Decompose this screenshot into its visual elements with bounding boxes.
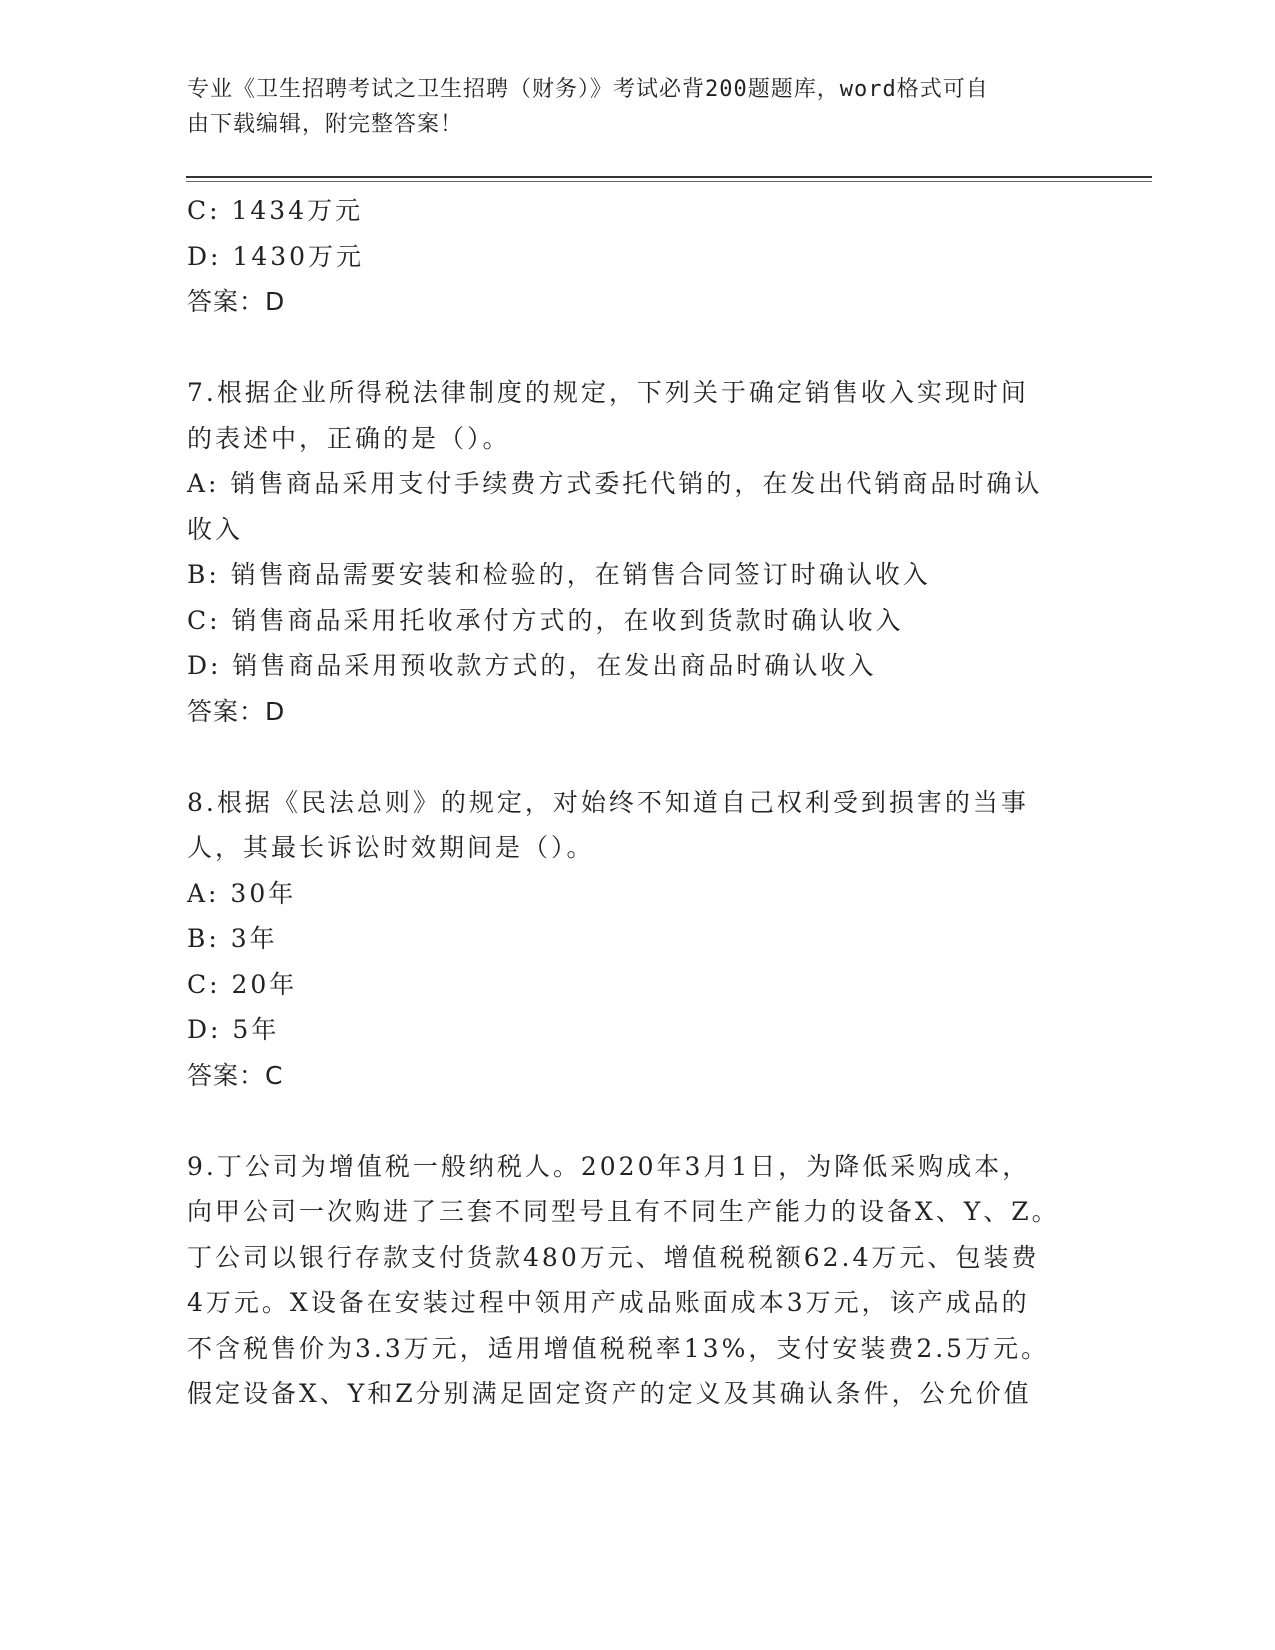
q9-line-4: 4万元。X设备在安装过程中领用产成品账面成本3万元，该产成品的	[187, 1288, 1030, 1317]
q7-option-a-line-2: 收入	[187, 514, 244, 544]
q8-option-a: A: 30年	[187, 878, 297, 908]
q7-stem-line-1: 7.根据企业所得税法律制度的规定，下列关于确定销售收入实现时间	[187, 378, 1029, 407]
question-6-tail	[187, 188, 1077, 325]
q7-option-a-line-1: A: 销售商品采用支付手续费方式委托代销的，在发出代销商品时确认	[187, 469, 1043, 498]
header-divider-thin	[186, 181, 1152, 182]
question-8	[187, 780, 1077, 1099]
header-divider	[186, 176, 1152, 178]
q9-line-3: 丁公司以银行存款支付货款480万元、增值税税额62.4万元、包装费	[187, 1242, 1040, 1272]
q7-option-c: C: 销售商品采用托收承付方式的，在收到货款时确认收入	[187, 605, 904, 635]
document-header	[187, 72, 1067, 142]
question-9	[187, 1144, 1077, 1417]
spacer	[187, 734, 1077, 780]
q7-stem-line-2: 的表述中，正确的是（）。	[187, 423, 511, 453]
header-line-1: 专业《卫生招聘考试之卫生招聘（财务）》考试必背200题题库，word格式可自	[187, 77, 989, 102]
q8-stem-line-2: 人，其最长诉讼时效期间是（）。	[187, 833, 595, 862]
q7-answer: 答案：D	[187, 696, 286, 726]
q6-option-c: C: 1434万元	[187, 196, 364, 225]
spacer	[187, 1098, 1077, 1144]
q9-line-6: 假定设备X、Y和Z分别满足固定资产的定义及其确认条件，公允价值	[187, 1379, 1032, 1408]
q9-line-1: 9.丁公司为增值税一般纳税人。2020年3月1日，为降低采购成本，	[187, 1151, 1031, 1181]
q6-option-d: D: 1430万元	[187, 241, 365, 271]
q9-line-5: 不含税售价为3.3万元，适用增值税税率13%，支付安装费2.5万元。	[187, 1333, 1050, 1363]
q8-option-c: C: 20年	[187, 969, 298, 999]
q8-answer: 答案：C	[187, 1060, 284, 1090]
spacer	[187, 325, 1077, 371]
q7-option-b: B: 销售商品需要安装和检验的，在销售合同签订时确认收入	[187, 560, 931, 589]
document-body	[187, 188, 1077, 1417]
question-7	[187, 370, 1077, 734]
q9-line-2: 向甲公司一次购进了三套不同型号且有不同生产能力的设备X、Y、Z。	[187, 1197, 1060, 1226]
q7-option-d: D: 销售商品采用预收款方式的，在发出商品时确认收入	[187, 651, 877, 680]
header-line-2: 由下载编辑，附完整答案！	[187, 112, 464, 137]
q8-option-b: B: 3年	[187, 924, 278, 953]
q8-option-d: D: 5年	[187, 1015, 280, 1044]
q8-stem-line-1: 8.根据《民法总则》的规定，对始终不知道自己权利受到损害的当事	[187, 787, 1029, 817]
q6-answer: 答案：D	[187, 287, 286, 316]
